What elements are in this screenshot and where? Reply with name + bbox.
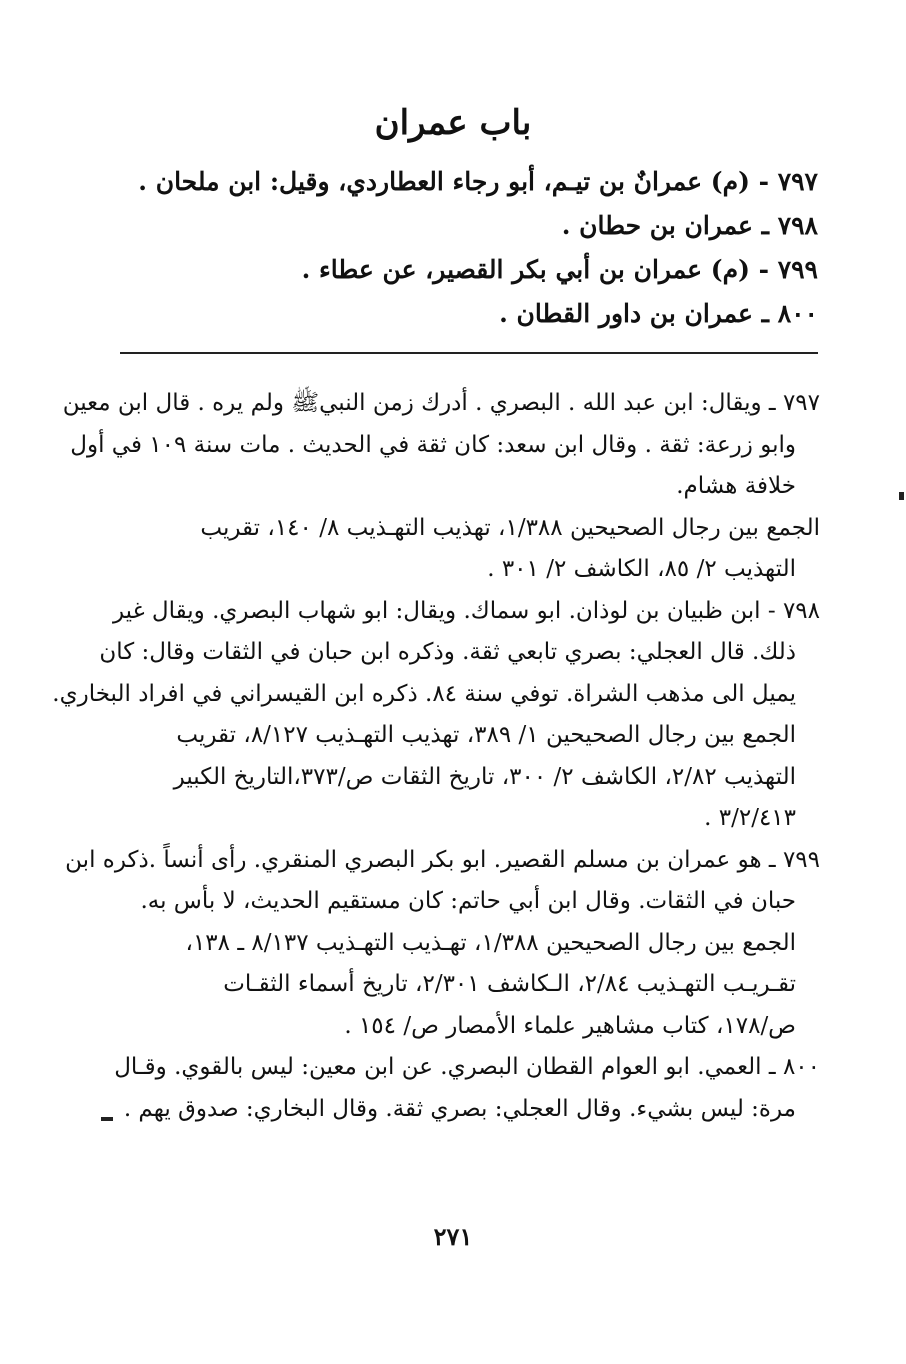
page-number: ٢٧١ — [433, 1222, 473, 1251]
footnote-line: خلافة هشام. — [676, 473, 796, 499]
footnote-line: الجمع بين رجال الصحيحين ١/٣٨٨، تهذيب التهـذيب ٨/ ١٤٠، تقريب — [200, 514, 820, 541]
footnote-line: ٧٩٨ - ابن ظبيان بن لوذان. ابو سماك. ويقال: ابو شهاب البصري. ويقال غير — [112, 597, 820, 624]
footnotes — [52, 383, 820, 1130]
margin-mark — [899, 492, 904, 500]
entry-list — [138, 160, 818, 336]
chapter-heading: باب عمران — [374, 103, 532, 143]
footnote-line: ٧٩٧ ـ ويقال: ابن عبد الله . البصري . أدرك زمن النبيﷺ ولم يره . قال ابن معين — [62, 390, 820, 416]
footnote-line: التهذيب ٢/٨٢، الكاشف ٢/ ٣٠٠، تاريخ الثقات ص/٣٧٣،التاريخ الكبير — [173, 763, 796, 790]
footnote-line: ص/١٧٨، كتاب مشاهير علماء الأمصار ص/ ١٥٤ . — [344, 1012, 796, 1039]
footnote-line: ذلك. قال العجلي: بصري تابعي ثقة. وذكره ابن حبان في الثقات وقال: كان — [99, 639, 796, 665]
entry-797: ٧٩٧ - (م) عمرانٌ بن تيـم، أبو رجاء العطاردي، وقيل: ابن ملحان . — [138, 167, 818, 196]
footnote-line: مرة: ليس بشيء. وقال العجلي: بصري ثقة. وقال البخاري: صدوق يهم . — [123, 1095, 796, 1122]
footnote-line: حبان في الثقات. وقال ابن أبي حاتم: كان مستقيم الحديث، لا بأس به. — [140, 888, 796, 914]
footnote-line: ٨٠٠ ـ العمي. ابو العوام القطان البصري. عن ابن معين: ليس بالقوي. وقـال — [114, 1054, 820, 1080]
entry-799: ٧٩٩ - (م) عمران بن أبي بكر القصير، عن عطاء . — [301, 255, 818, 284]
footnote-line: تقـريـب التهـذيب ٢/٨٤، الـكاشف ٢/٣٠١، تاريخ أسماء الثقـات — [223, 971, 796, 997]
footnote-line: ٣/٢/٤١٣ . — [704, 805, 796, 831]
footnote-line: الجمع بين رجال الصحيحين ١/ ٣٨٩، تهذيب التهـذيب ٨/١٢٧، تقريب — [176, 722, 796, 748]
end-mark — [101, 1117, 113, 1121]
entry-798: ٧٩٨ ـ عمران بن حطان . — [561, 211, 818, 240]
footnote-line: الجمع بين رجال الصحيحين ١/٣٨٨، تهـذيب التهـذيب ٨/١٣٧ ـ ١٣٨، — [185, 929, 796, 956]
footnote-line: ٧٩٩ ـ هو عمران بن مسلم القصير. ابو بكر البصري المنقري. رأى أنساً .ذكره ابن — [65, 846, 820, 873]
entry-800: ٨٠٠ ـ عمران بن داور القطان . — [499, 299, 818, 328]
footnote-divider — [120, 352, 818, 354]
footnote-line: التهذيب ٢/ ٨٥، الكاشف ٢/ ٣٠١ . — [487, 556, 796, 582]
footnote-line: وابو زرعة: ثقة . وقال ابن سعد: كان ثقة في الحديث . مات سنة ١٠٩ في أول — [70, 431, 796, 458]
footnote-line: يميل الى مذهب الشراة. توفي سنة ٨٤. ذكره ابن القيسراني في افراد البخاري. — [52, 680, 796, 707]
